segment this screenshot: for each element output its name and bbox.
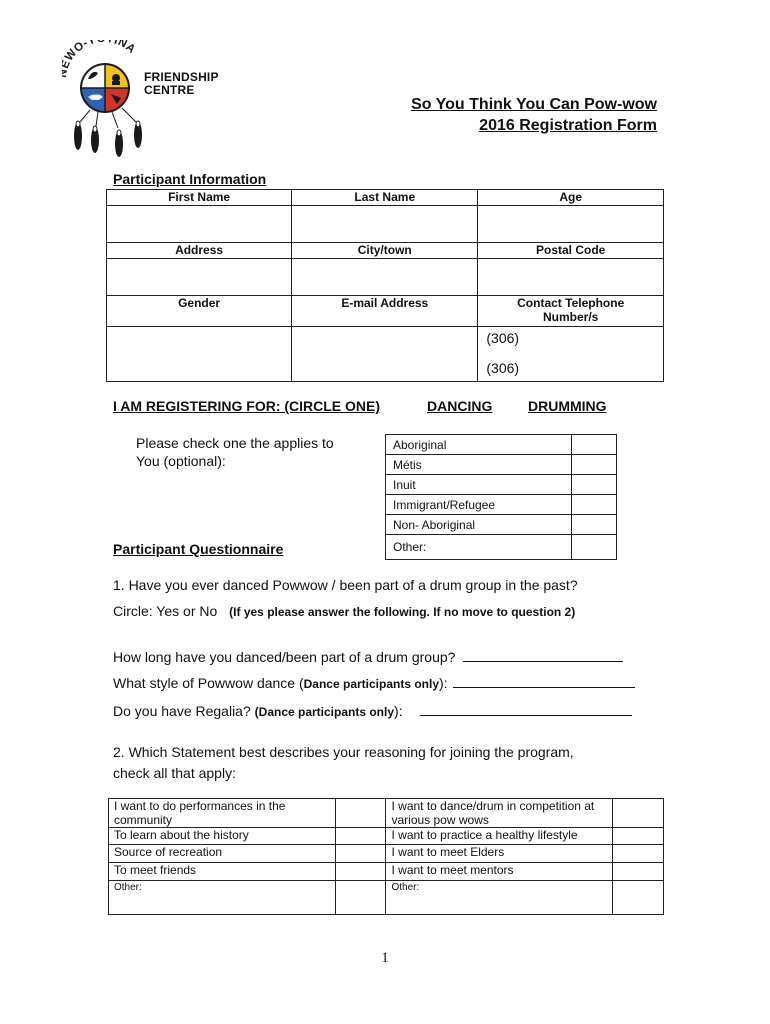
email-field[interactable] xyxy=(292,327,478,382)
identity-prompt-line-1: Please check one the applies to xyxy=(136,435,334,451)
identity-option-other: Other: xyxy=(386,535,572,560)
reason-left-4: To meet friends xyxy=(109,863,336,881)
question-1b-row xyxy=(113,675,635,691)
city-label: City/town xyxy=(292,243,478,259)
telephone-field[interactable] xyxy=(478,327,664,382)
reason-left-other-checkbox[interactable] xyxy=(335,881,386,915)
reason-right-2-checkbox[interactable] xyxy=(613,828,664,845)
question-1c-row xyxy=(113,703,632,719)
other-identity-checkbox[interactable] xyxy=(572,535,617,560)
last-name-label: Last Name xyxy=(292,190,478,206)
reason-right-4-checkbox[interactable] xyxy=(613,863,664,881)
participant-info-heading: Participant Information xyxy=(113,171,267,187)
question-1-circle-row xyxy=(113,603,575,619)
question-1: 1. Have you ever danced Powwow / been part of a drum group in the past? xyxy=(113,577,578,593)
reason-right-3-checkbox[interactable] xyxy=(613,845,664,863)
circle-note: (If yes please answer the following. If no move to question 2) xyxy=(229,605,576,619)
question-1c-start: Do you have Regalia? xyxy=(113,703,255,719)
gender-field[interactable] xyxy=(107,327,292,382)
first-name-label: First Name xyxy=(107,190,292,206)
drumming-option[interactable]: DRUMMING xyxy=(528,398,607,414)
question-1c-note: (Dance participants only xyxy=(254,705,395,719)
first-name-field[interactable] xyxy=(107,206,292,243)
reasons-table xyxy=(108,798,664,915)
reason-left-1: I want to do performances in the community xyxy=(109,799,336,828)
non-aboriginal-checkbox[interactable] xyxy=(572,515,617,535)
form-subtitle: 2016 Registration Form xyxy=(479,117,657,134)
reason-right-other-checkbox[interactable] xyxy=(613,881,664,915)
gender-label: Gender xyxy=(107,296,292,327)
reason-left-2-checkbox[interactable] xyxy=(335,828,386,845)
registering-for-label: I AM REGISTERING FOR: (CIRCLE ONE) xyxy=(113,398,381,414)
identity-option-non-aboriginal: Non- Aboriginal xyxy=(386,515,572,535)
metis-checkbox[interactable] xyxy=(572,455,617,475)
question-2-line-2: check all that apply: xyxy=(113,765,236,781)
age-field[interactable] xyxy=(478,206,664,243)
reason-right-4: I want to meet mentors xyxy=(386,863,613,881)
question-1b-note: Dance participants only xyxy=(303,677,440,691)
question-1b-start: What style of Powwow dance ( xyxy=(113,675,304,691)
reason-right-other: Other: xyxy=(386,881,613,915)
logo-arc-text: WO-Y INA xyxy=(63,40,138,64)
reason-right-1: I want to dance/drum in competition at various pow wows xyxy=(386,799,613,828)
medicine-wheel-logo-icon xyxy=(62,40,218,158)
telephone-label: Contact Telephone Number/s xyxy=(478,296,664,327)
identity-prompt-line-2: You (optional): xyxy=(136,453,226,469)
reason-left-3: Source of recreation xyxy=(109,845,336,863)
inuit-checkbox[interactable] xyxy=(572,475,617,495)
question-1b-answer-line[interactable] xyxy=(453,686,635,688)
question-2-line-1: 2. Which Statement best describes your reasoning for joining the program, xyxy=(113,744,574,760)
question-1c-end: ): xyxy=(394,703,403,719)
email-label: E-mail Address xyxy=(292,296,478,327)
reason-left-2: To learn about the history xyxy=(109,828,336,845)
identity-option-inuit: Inuit xyxy=(386,475,572,495)
postal-code-field[interactable] xyxy=(478,259,664,296)
question-1a-row xyxy=(113,649,623,665)
reason-right-3: I want to meet Elders xyxy=(386,845,613,863)
reason-right-1-checkbox[interactable] xyxy=(613,799,664,828)
participant-info-table xyxy=(106,189,664,382)
identity-option-aboriginal: Aboriginal xyxy=(386,435,572,455)
reason-left-3-checkbox[interactable] xyxy=(335,845,386,863)
reason-left-4-checkbox[interactable] xyxy=(335,863,386,881)
identity-option-metis: Métis xyxy=(386,455,572,475)
question-1a: How long have you danced/been part of a drum group? xyxy=(113,649,456,665)
postal-code-label: Postal Code xyxy=(478,243,664,259)
identity-table xyxy=(385,434,617,560)
reason-left-1-checkbox[interactable] xyxy=(335,799,386,828)
city-field[interactable] xyxy=(292,259,478,296)
page-number: 1 xyxy=(381,950,389,966)
question-1a-answer-line[interactable] xyxy=(463,660,623,662)
address-label: Address xyxy=(107,243,292,259)
age-label: Age xyxy=(478,190,664,206)
dancing-option[interactable]: DANCING xyxy=(427,398,493,414)
logo-line-2: CENTRE xyxy=(144,83,195,97)
reason-left-other: Other: xyxy=(109,881,336,915)
aboriginal-checkbox[interactable] xyxy=(572,435,617,455)
reason-right-2: I want to practice a healthy lifestyle xyxy=(386,828,613,845)
last-name-field[interactable] xyxy=(292,206,478,243)
centre-logo xyxy=(62,40,218,158)
questionnaire-heading: Participant Questionnaire xyxy=(113,541,284,557)
address-field[interactable] xyxy=(107,259,292,296)
question-1b-end: ): xyxy=(439,675,448,691)
logo-line-1: FRIENDSHIP xyxy=(144,70,219,84)
phone-prefix-1: (306) xyxy=(486,330,520,346)
identity-option-immigrant: Immigrant/Refugee xyxy=(386,495,572,515)
question-1c-answer-line[interactable] xyxy=(420,714,632,716)
immigrant-checkbox[interactable] xyxy=(572,495,617,515)
circle-yes-no[interactable]: Circle: Yes or No xyxy=(113,603,218,619)
form-title: So You Think You Can Pow-wow xyxy=(411,96,657,113)
phone-prefix-2: (306) xyxy=(486,360,520,376)
